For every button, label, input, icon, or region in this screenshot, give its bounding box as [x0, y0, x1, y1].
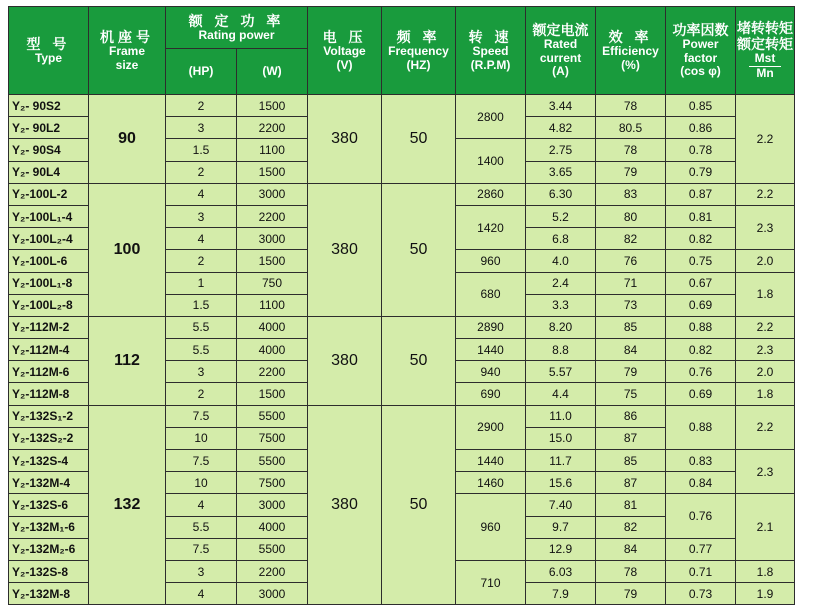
current-cell: 2.4: [526, 272, 596, 294]
type-cell: Y₂-100L₂-4: [9, 228, 89, 250]
header-type-zh: 型 号: [26, 35, 71, 52]
power-w-cell: 4000: [237, 516, 308, 538]
type-cell: Y₂-100L-2: [9, 183, 89, 205]
type-cell: Y₂-132S-8: [9, 560, 89, 582]
power-w-cell: 1500: [237, 250, 308, 272]
efficiency-cell: 78: [596, 95, 666, 117]
frame-size-cell: 90: [89, 95, 166, 184]
type-cell: Y₂-100L₁-8: [9, 272, 89, 294]
efficiency-cell: 78: [596, 139, 666, 161]
power-hp-cell: 4: [166, 183, 237, 205]
power-hp-cell: 1.5: [166, 139, 237, 161]
type-cell: Y₂-112M-6: [9, 361, 89, 383]
power-w-cell: 2200: [237, 361, 308, 383]
frame-size-cell: 132: [89, 405, 166, 605]
header-efficiency-unit: (%): [621, 57, 640, 72]
voltage-cell: 380: [308, 183, 382, 316]
power-hp-cell: 1: [166, 272, 237, 294]
efficiency-cell: 83: [596, 183, 666, 205]
table-body: [9, 95, 795, 605]
table-row: [9, 95, 795, 117]
power-hp-cell: 10: [166, 427, 237, 449]
header-type-en: Type: [34, 50, 63, 65]
efficiency-cell: 79: [596, 161, 666, 183]
header-frequency-zh: 频 率: [396, 28, 441, 45]
table-header: [9, 7, 795, 95]
power-w-cell: 4000: [237, 339, 308, 361]
power-w-cell: 750: [237, 272, 308, 294]
power-factor-cell: 0.84: [666, 472, 736, 494]
power-w-cell: 7500: [237, 472, 308, 494]
power-hp-cell: 2: [166, 161, 237, 183]
current-cell: 12.9: [526, 538, 596, 560]
power-hp-cell: 3: [166, 560, 237, 582]
current-cell: 5.2: [526, 205, 596, 227]
header-power-hp: (HP): [166, 49, 237, 95]
power-w-cell: 1100: [237, 139, 308, 161]
type-cell: Y₂-112M-4: [9, 339, 89, 361]
efficiency-cell: 85: [596, 450, 666, 472]
header-torque: [736, 7, 795, 95]
power-w-cell: 2200: [237, 205, 308, 227]
power-factor-cell: 0.76: [666, 494, 736, 538]
current-cell: 9.7: [526, 516, 596, 538]
power-factor-cell: 0.85: [666, 95, 736, 117]
header-pf-unit: (cos φ): [680, 64, 721, 79]
efficiency-cell: 85: [596, 316, 666, 338]
type-cell: Y₂- 90L4: [9, 161, 89, 183]
header-voltage: [308, 7, 382, 95]
current-cell: 3.3: [526, 294, 596, 316]
table-row: [9, 183, 795, 205]
motor-spec-table: [8, 6, 795, 605]
power-w-cell: 2200: [237, 117, 308, 139]
type-cell: Y₂-132M₁-6: [9, 516, 89, 538]
current-cell: 7.40: [526, 494, 596, 516]
type-cell: Y₂-112M-8: [9, 383, 89, 405]
power-w-cell: 7500: [237, 427, 308, 449]
header-power-zh: 额 定 功 率: [188, 12, 285, 29]
header-speed-en: Speed: [472, 43, 509, 58]
table-row: [9, 405, 795, 427]
header-frequency: [382, 7, 456, 95]
torque-ratio-cell: 1.8: [736, 383, 795, 405]
frequency-cell: 50: [382, 183, 456, 316]
header-current-unit: (A): [552, 64, 569, 79]
header-frame-en2: size: [115, 57, 139, 72]
type-cell: Y₂-112M-2: [9, 316, 89, 338]
power-w-cell: 3000: [237, 183, 308, 205]
speed-cell: 960: [456, 494, 526, 561]
header-speed-unit: (R.P.M): [470, 57, 511, 72]
efficiency-cell: 84: [596, 538, 666, 560]
header-voltage-unit: (V): [336, 57, 353, 72]
current-cell: 6.30: [526, 183, 596, 205]
speed-cell: 960: [456, 250, 526, 272]
type-cell: Y₂-132S₂-2: [9, 427, 89, 449]
speed-cell: 690: [456, 383, 526, 405]
efficiency-cell: 82: [596, 516, 666, 538]
torque-ratio-cell: 2.3: [736, 450, 795, 494]
power-w-cell: 2200: [237, 560, 308, 582]
speed-cell: 1440: [456, 339, 526, 361]
speed-cell: 2890: [456, 316, 526, 338]
frame-size-cell: 112: [89, 316, 166, 405]
power-hp-cell: 5.5: [166, 316, 237, 338]
header-torque-zh2: 额定转矩: [737, 36, 794, 53]
current-cell: 15.0: [526, 427, 596, 449]
speed-cell: 2800: [456, 95, 526, 139]
power-hp-cell: 7.5: [166, 538, 237, 560]
torque-ratio-cell: 2.2: [736, 95, 795, 184]
current-cell: 3.65: [526, 161, 596, 183]
power-hp-cell: 2: [166, 383, 237, 405]
header-torque-mn: Mn: [756, 66, 774, 81]
current-cell: 8.8: [526, 339, 596, 361]
efficiency-cell: 86: [596, 405, 666, 427]
power-w-cell: 5500: [237, 538, 308, 560]
torque-ratio-cell: 1.8: [736, 272, 795, 316]
power-hp-cell: 5.5: [166, 516, 237, 538]
power-hp-cell: 3: [166, 205, 237, 227]
voltage-cell: 380: [308, 95, 382, 184]
power-factor-cell: 0.82: [666, 339, 736, 361]
header-frame: [89, 7, 166, 95]
efficiency-cell: 79: [596, 583, 666, 605]
speed-cell: 710: [456, 560, 526, 604]
header-frame-en1: Frame: [108, 43, 146, 58]
power-w-cell: 1500: [237, 95, 308, 117]
power-hp-cell: 4: [166, 494, 237, 516]
power-hp-cell: 5.5: [166, 339, 237, 361]
header-power-factor: [666, 7, 736, 95]
current-cell: 7.9: [526, 583, 596, 605]
speed-cell: 1400: [456, 139, 526, 183]
power-w-cell: 5500: [237, 450, 308, 472]
header-efficiency: [596, 7, 666, 95]
header-pf-en2: factor: [683, 50, 718, 65]
header-efficiency-zh: 效 率: [608, 28, 653, 45]
speed-cell: 680: [456, 272, 526, 316]
power-factor-cell: 0.83: [666, 450, 736, 472]
torque-ratio-cell: 2.3: [736, 205, 795, 249]
torque-ratio-cell: 2.2: [736, 405, 795, 449]
efficiency-cell: 71: [596, 272, 666, 294]
power-factor-cell: 0.79: [666, 161, 736, 183]
header-voltage-en: Voltage: [323, 43, 366, 58]
power-hp-cell: 1.5: [166, 294, 237, 316]
type-cell: Y₂-132M₂-6: [9, 538, 89, 560]
header-power-w: (W): [237, 49, 308, 95]
power-factor-cell: 0.73: [666, 583, 736, 605]
torque-ratio-cell: 2.1: [736, 494, 795, 561]
efficiency-cell: 76: [596, 250, 666, 272]
efficiency-cell: 80.5: [596, 117, 666, 139]
header-type: [9, 7, 89, 95]
current-cell: 8.20: [526, 316, 596, 338]
frequency-cell: 50: [382, 316, 456, 405]
type-cell: Y₂-132M-8: [9, 583, 89, 605]
efficiency-cell: 78: [596, 560, 666, 582]
type-cell: Y₂-100L₁-4: [9, 205, 89, 227]
efficiency-cell: 80: [596, 205, 666, 227]
frequency-cell: 50: [382, 405, 456, 605]
current-cell: 4.82: [526, 117, 596, 139]
power-hp-cell: 2: [166, 250, 237, 272]
power-factor-cell: 0.82: [666, 228, 736, 250]
current-cell: 11.7: [526, 450, 596, 472]
power-w-cell: 3000: [237, 228, 308, 250]
power-hp-cell: 3: [166, 117, 237, 139]
power-w-cell: 3000: [237, 583, 308, 605]
efficiency-cell: 79: [596, 361, 666, 383]
frame-size-cell: 100: [89, 183, 166, 316]
power-hp-cell: 10: [166, 472, 237, 494]
current-cell: 4.4: [526, 383, 596, 405]
header-current-zh: 额定电流: [532, 21, 589, 38]
voltage-cell: 380: [308, 405, 382, 605]
power-w-cell: 5500: [237, 405, 308, 427]
power-factor-cell: 0.69: [666, 383, 736, 405]
spec-table-container: [8, 6, 794, 606]
speed-cell: 940: [456, 361, 526, 383]
header-speed-zh: 转 速: [468, 28, 513, 45]
speed-cell: 2900: [456, 405, 526, 449]
speed-cell: 1460: [456, 472, 526, 494]
header-power: [166, 7, 308, 49]
power-factor-cell: 0.76: [666, 361, 736, 383]
power-w-cell: 4000: [237, 316, 308, 338]
type-cell: Y₂-132M-4: [9, 472, 89, 494]
power-factor-cell: 0.67: [666, 272, 736, 294]
torque-ratio-cell: 2.2: [736, 183, 795, 205]
header-frequency-unit: (HZ): [406, 57, 431, 72]
current-cell: 5.57: [526, 361, 596, 383]
power-factor-cell: 0.86: [666, 117, 736, 139]
power-factor-cell: 0.88: [666, 405, 736, 449]
efficiency-cell: 84: [596, 339, 666, 361]
header-power-en: Rating power: [198, 27, 275, 42]
header-current: [526, 7, 596, 95]
power-w-cell: 1100: [237, 294, 308, 316]
type-cell: Y₂- 90S2: [9, 95, 89, 117]
power-hp-cell: 4: [166, 583, 237, 605]
type-cell: Y₂-132S-4: [9, 450, 89, 472]
type-cell: Y₂-132S₁-2: [9, 405, 89, 427]
power-hp-cell: 7.5: [166, 450, 237, 472]
power-factor-cell: 0.87: [666, 183, 736, 205]
table-row: [9, 316, 795, 338]
power-factor-cell: 0.69: [666, 294, 736, 316]
power-factor-cell: 0.78: [666, 139, 736, 161]
current-cell: 15.6: [526, 472, 596, 494]
speed-cell: 1440: [456, 450, 526, 472]
torque-ratio-cell: 2.0: [736, 250, 795, 272]
torque-ratio-cell: 2.2: [736, 316, 795, 338]
power-factor-cell: 0.71: [666, 560, 736, 582]
torque-ratio-cell: 2.0: [736, 361, 795, 383]
type-cell: Y₂-132S-6: [9, 494, 89, 516]
header-speed: [456, 7, 526, 95]
power-factor-cell: 0.88: [666, 316, 736, 338]
current-cell: 2.75: [526, 139, 596, 161]
power-hp-cell: 4: [166, 228, 237, 250]
efficiency-cell: 73: [596, 294, 666, 316]
power-w-cell: 1500: [237, 383, 308, 405]
efficiency-cell: 82: [596, 228, 666, 250]
torque-ratio-cell: 2.3: [736, 339, 795, 361]
type-cell: Y₂- 90S4: [9, 139, 89, 161]
voltage-cell: 380: [308, 316, 382, 405]
power-factor-cell: 0.77: [666, 538, 736, 560]
header-pf-en1: Power: [682, 36, 719, 51]
efficiency-cell: 87: [596, 472, 666, 494]
efficiency-cell: 81: [596, 494, 666, 516]
power-hp-cell: 3: [166, 361, 237, 383]
header-voltage-zh: 电 压: [322, 28, 367, 45]
type-cell: Y₂- 90L2: [9, 117, 89, 139]
header-torque-zh1: 堵转转矩: [737, 20, 794, 37]
power-factor-cell: 0.81: [666, 205, 736, 227]
power-w-cell: 1500: [237, 161, 308, 183]
torque-ratio-cell: 1.9: [736, 583, 795, 605]
type-cell: Y₂-100L-6: [9, 250, 89, 272]
torque-ratio-cell: 1.8: [736, 560, 795, 582]
efficiency-cell: 87: [596, 427, 666, 449]
current-cell: 3.44: [526, 95, 596, 117]
power-w-cell: 3000: [237, 494, 308, 516]
header-torque-mst: Mst: [749, 52, 782, 67]
frequency-cell: 50: [382, 95, 456, 184]
current-cell: 4.0: [526, 250, 596, 272]
header-frame-zh: 机座号: [100, 28, 154, 45]
current-cell: 6.8: [526, 228, 596, 250]
speed-cell: 1420: [456, 205, 526, 249]
header-frequency-en: Frequency: [388, 43, 449, 58]
header-pf-zh: 功率因数: [672, 21, 729, 38]
header-efficiency-en: Efficiency: [602, 43, 659, 58]
power-hp-cell: 7.5: [166, 405, 237, 427]
current-cell: 6.03: [526, 560, 596, 582]
power-hp-cell: 2: [166, 95, 237, 117]
header-current-en2: current: [539, 50, 582, 65]
power-factor-cell: 0.75: [666, 250, 736, 272]
speed-cell: 2860: [456, 183, 526, 205]
type-cell: Y₂-100L₂-8: [9, 294, 89, 316]
efficiency-cell: 75: [596, 383, 666, 405]
header-current-en1: Rated: [543, 36, 578, 51]
current-cell: 11.0: [526, 405, 596, 427]
